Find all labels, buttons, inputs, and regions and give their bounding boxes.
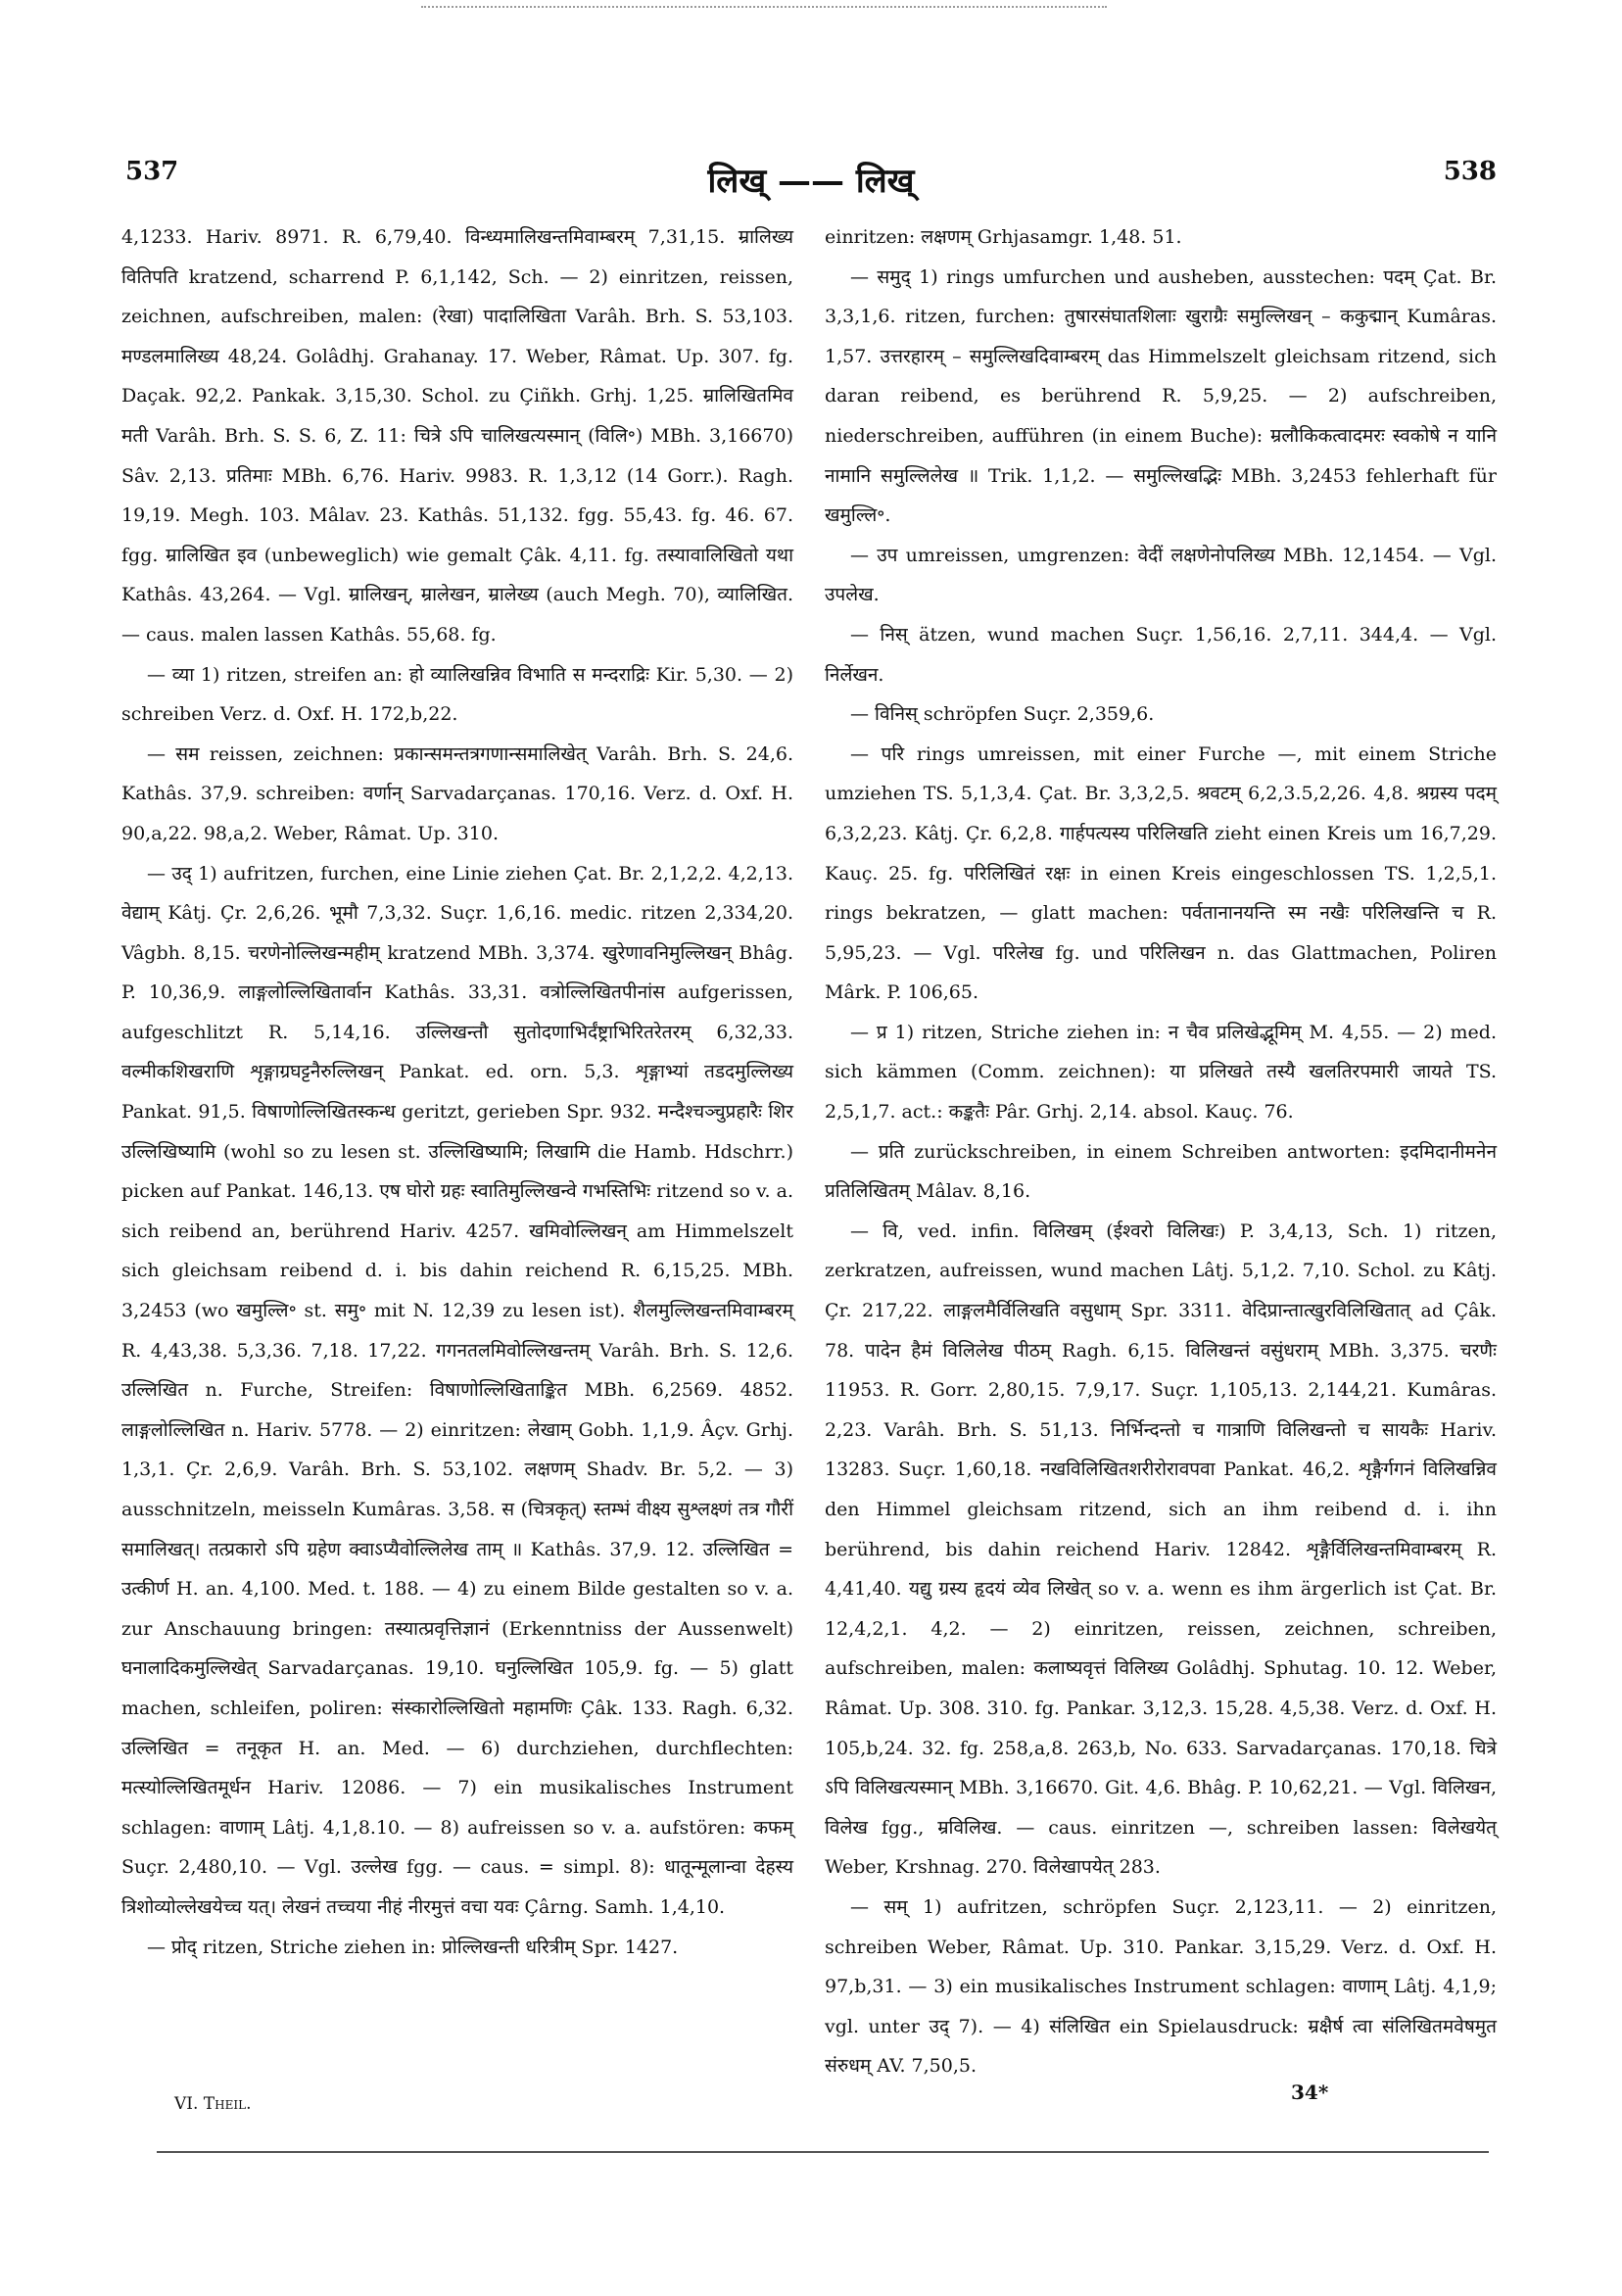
page-number-left: 537 (125, 157, 179, 186)
entry-vi: — वि, ved. infin. विलिखम् (ईश्वरो विलिखः) P. 3,4,13, Sch. 1) ritzen, zerkratzen, aufreissen, wund machen Lâtj. 5,1,2. 7,10. Schol. zu Kâtj. Çr. 217,22. लाङ्गलमैर्विलिखति वसुधाम् Spr. 3311. वेदिप्रान्तात्खुरविलिखितात् ad Çâk. 78. पादेन हैमं विलिलेख पीठम् Ragh. 6,15. विलिखन्तं वसुंधराम् MBh. 3,375. चरणैः 11953. R. Gorr. 2,80,15. 7,9,17. Suçr. 1,105,13. 2,144,21. Kumâras. 2,23. Varâh. Brh. S. 51,13. निर्भिन्दन्तो च गात्राणि विलिखन्तो च सायकैः Hariv. 13283. Suçr. 1,60,18. नखविलिखितशरीरोरावपवा Pankat. 46,2. शृङ्गैर्गगनं विलिखन्निव den Himmel gleichsam ritzend, sich an ihm reibend d. i. ihn berührend, bis dahin reichend Hariv. 12842. शृङ्गैर्विलिखन्तमिवाम्बरम् R. 4,41,40. यद्यु ग्रस्य हृदयं व्येव लिखेत् so v. a. wenn es ihm ärgerlich ist Çat. Br. 12,4,2,1. 4,2. — 2) einritzen, reissen, zeichnen, schreiben, aufschreiben, malen: कलाष्यवृत्तं विलिख्य Golâdhj. Sphutag. 10. 12. Weber, Râmat. Up. 308. 310. fg. Pankar. 3,12,3. 15,28. 4,5,38. Verz. d. Oxf. H. 105,b,24. 32. fg. 258,a,8. 263,b, No. 633. Sarvadarçanas. 170,18. चित्रे ऽपि विलिखत्यस्मान् MBh. 3,16670. Git. 4,6. Bhâg. P. 10,62,21. — Vgl. विलिखन, विलेख fgg., म्रविलिख. — caus. einritzen —, schreiben lassen: विलेखयेत् Weber, Krshnag. 270. विलेखापयेत् 283. (825, 1220, 1497, 1879)
entry-nis: — निस् ätzen, wund machen Suçr. 1,56,16. 2,7,11. 344,4. — Vgl. निर्लेखन. (825, 623, 1497, 686)
entry-samud: — समुद् 1) rings umfurchen und ausheben, ausstechen: पदम् Çat. Br. 3,3,1,6. ritzen, furchen: तुषारसंघातशिलाः खुराग्रैः समुल्लिखन् – ककुद्मान् Kumâras. 1,57. उत्तरहारम् – समुल्लिखदिवाम्बरम् das Himmelszelt gleichsam ritzend, sich daran reibend, es berührend R. 5,9,25. — 2) aufschreiben, niederschreiben, aufführen (in einem Buche): म्रलौकिकत्वादमरः स्वकोषे न यानि नामानि समुल्लिलेख ॥ Trik. 1,1,2. — समुल्लिखद्भिः MBh. 3,2453 fehlerhaft für खमुल्लि॰. (825, 265, 1497, 527)
entry-pra: — प्र 1) ritzen, Striche ziehen in: न चैव प्रलिखेद्भूमिम् M. 4,55. — 2) med. sich kämmen (Comm. zeichnen): या प्रलिखते तस्यै खलतिरपमारी जायते TS. 2,5,1,7. act.: कङ्कतैः Pâr. Grhj. 2,14. absol. Kauç. 76. (825, 1021, 1497, 1124)
signature-mark: 34* (1291, 2081, 1329, 2104)
left-column (121, 217, 793, 1967)
entry-vya: — व्या 1) ritzen, streifen an: हो व्यालिखन्निव विभाति स मन्दराद्रिः Kir. 5,30. — 2) schreiben Verz. d. Oxf. H. 172,b,22. (121, 663, 793, 726)
entry-continuation: einritzen: लक्षणम् Grhjasamgr. 1,48. 51. (825, 226, 1182, 248)
entry-ud: — उद् 1) aufritzen, furchen, eine Linie ziehen Çat. Br. 2,1,2,2. 4,2,13. वेद्याम् Kâtj. Çr. 2,6,26. भूमौ 7,3,32. Suçr. 1,6,16. medic. ritzen 2,334,20. Vâgbh. 8,15. चरणेनोल्लिखन्महीम् kratzend MBh. 3,374. खुरेणावनिमुल्लिखन् Bhâg. P. 10,36,9. लाङ्गलोल्लिखितार्वान Kathâs. 33,31. वत्रोल्लिखितपीनांस aufgerissen, aufgeschlitzt R. 5,14,16. उल्लिखन्तौ सुतोदणाभिर्दंष्ट्राभिरितरेतरम् 6,32,33. वल्मीकशिखराणि शृङ्गाग्रघट्टनैरुल्लिखन् Pankat. ed. orn. 5,3. शृङ्गाभ्यां तडदमुल्लिख्य Pankat. 91,5. विषाणोल्लिखितस्कन्ध geritzt, gerieben Spr. 932. मन्दैश्चञ्चुप्रहारैः शिर उल्लिखिष्यामि (wohl so zu lesen st. उल्लिखिष्यामि; लिखामि die Hamb. Hdschrr.) picken auf Pankat. 146,13. एष घोरो ग्रहः स्वातिमुल्लिखन्वे गभस्तिभिः ritzend so v. a. sich reibend an, berührend Hariv. 4257. खमिवोल्लिखन् am Himmelszelt sich gleichsam reibend d. i. bis dahin reichend R. 6,15,25. MBh. 3,2453 (wo खमुल्लि॰ st. समु॰ mit N. 12,39 zu lesen ist). शैलमुल्लिखन्तमिवाम्बरम् R. 4,43,38. 5,3,36. 7,18. 17,22. गगनतलमिवोल्लिखन्तम् Varâh. Brh. S. 12,6. उल्लिखित n. Furche, Streifen: विषाणोल्लिखिताङ्कित MBh. 6,2569. 4852. लाङ्गलोल्लिखित n. Hariv. 5778. — 2) einritzen: लेखाम् Gobh. 1,1,9. Âçv. Grhj. 1,3,1. Çr. 2,6,9. Varâh. Brh. S. 53,102. लक्षणम् Shadv. Br. 5,2. — 3) ausschnitzeln, meisseln Kumâras. 3,58. स (चित्रकृत्) स्तम्भं वीक्ष्य सुश्लक्ष्णं तत्र गौरीं समालिखत्। तत्प्रकारो ऽपि ग्रहेण क्वाऽप्यैवोल्लिलेख ताम् ॥ Kathâs. 37,9. 12. उल्लिखित = उत्कीर्ण H. an. 4,100. Med. t. 188. — 4) zu einem Bilde gestalten so v. a. zur Anschauung bringen: तस्यात्प्रवृत्तिज्ञानं (Erkenntniss der Aussenwelt) घनालादिकमुल्लिखेत् Sarvadarçanas. 19,10. घनुल्लिखित 105,9. fg. — 5) glatt machen, schleifen, poliren: संस्कारोल्लिखितो महामणिः Çâk. 133. Ragh. 6,32. उल्लिखित = तनूकृत H. an. Med. — 6) durchziehen, durchflechten: मत्स्योल्लिखितमूर्धन Hariv. 12086. — 7) ein musikalisches Instrument schlagen: वाणाम् Lâtj. 4,1,8.10. — 8) aufreissen so v. a. aufstören: कफम् Suçr. 2,480,10. — Vgl. उल्लेख fgg. — caus. = simpl. 8): धातून्मूलान्वा देहस्य त्रिशोव्योल्लेखयेच्च यत्। लेखनं तच्चया नीहं नीरमुत्तं वचा यवः Çârng. Samh. 1,4,10. (121, 862, 793, 1918)
page-header (125, 157, 1497, 215)
entry-prati: — प्रति zurückschreiben, in einem Schreiben antworten: इदमिदानीमनेन प्रतिलिखितम् Mâlav. 8,16. (825, 1140, 1497, 1203)
page-number-right: 538 (1443, 157, 1497, 186)
volume-label: VI. Theil. (174, 2094, 252, 2114)
bottom-rule (157, 2151, 1489, 2153)
entry-prod: — प्रोद् ritzen, Striche ziehen in: प्रोल्लिखन्ती धरित्रीम् Spr. 1427. (147, 1936, 679, 1958)
entry-sam: — सम् 1) aufritzen, schröpfen Suçr. 2,123,11. — 2) einritzen, schreiben Weber, Râmat. Up. 310. Pankar. 3,15,29. Verz. d. Oxf. H. 97,b,31. — 3) ein musikalisches Instrument schlagen: वाणाम् Lâtj. 4,1,9; vgl. unter उद् 7). — 4) संलिखित ein Spielausdruck: म्रक्षैर्ष त्वा संलिखितमवेषमुत संरुधम् AV. 7,50,5. (825, 1895, 1497, 2078)
entry-sam-a: — सम reissen, zeichnen: प्रकान्समन्तत्रगणान्समालिखेत् Varâh. Brh. S. 24,6. Kathâs. 37,9. schreiben: वर्णान् Sarvadarçanas. 170,16. Verz. d. Oxf. H. 90,a,22. 98,a,2. Weber, Râmat. Up. 310. (121, 742, 793, 844)
entry-continuation: 4,1233. Hariv. 8971. R. 6,79,40. विन्ध्यमालिखन्तमिवाम्बरम् 7,31,15. म्रालिख्य वितिपति kratzend, scharrend P. 6,1,142, Sch. — 2) einritzen, reissen, zeichnen, aufschreiben, malen: (रेखा) पादालिखिता Varâh. Brh. S. 53,103. मण्डलमालिख्य 48,24. Golâdhj. Grahanay. 17. Weber, Râmat. Up. 307. fg. Daçak. 92,2. Pankak. 3,15,30. Schol. zu Çiñkh. Grhj. 1,25. म्रालिखितमिव मती Varâh. Brh. S. S. 6, Z. 11: चित्रे ऽपि चालिखत्यस्मान् (विलि॰) MBh. 3,16670) Sâv. 2,13. प्रतिमाः MBh. 6,76. Hariv. 9983. R. 1,3,12 (14 Gorr.). Ragh. 19,19. Megh. 103. Mâlav. 23. Kathâs. 51,132. fgg. 55,43. fg. 46. 67. fgg. म्रालिखित इव (unbeweglich) wie gemalt Çâk. 4,11. fg. तस्यावालिखितो यथा Kathâs. 43,264. — Vgl. म्रालिखन्, म्रालेखन, म्रालेख्य (auch Megh. 70), व्यालिखित. — caus. malen lassen Kathâs. 55,68. fg. (121, 226, 793, 646)
right-column (825, 217, 1497, 2086)
top-rule (421, 6, 1107, 8)
entry-pari: — परि rings umreissen, mit einer Furche —, mit einem Striche umziehen TS. 5,1,3,4. Çat. Br. 3,3,2,5. श्रवटम् 6,2,3.5,2,26. 4,8. श्रग्रस्य पदम् 6,3,2,23. Kâtj. Çr. 6,2,8. गार्हपत्यस्य परिलिखति zieht einen Kreis um 16,7,29. Kauç. 25. fg. परिलिखितं रक्षः in einen Kreis eingeschlossen TS. 1,2,5,1. rings bekratzen, — glatt machen: पर्वतानानयन्ति स्म नखैः परिलिखन्ति च R. 5,95,23. — Vgl. परिलेख fg. und परिलिखन n. das Glattmachen, Poliren Mârk. P. 106,65. (825, 742, 1497, 1004)
entry-upa: — उप umreissen, umgrenzen: वेदीं लक्षणेनोपलिख्य MBh. 12,1454. — Vgl. उपलेख. (825, 544, 1497, 606)
headword-title: लिख् —— लिख् (707, 162, 915, 201)
entry-vinis: — विनिस् schröpfen Suçr. 2,359,6. (850, 703, 1155, 726)
